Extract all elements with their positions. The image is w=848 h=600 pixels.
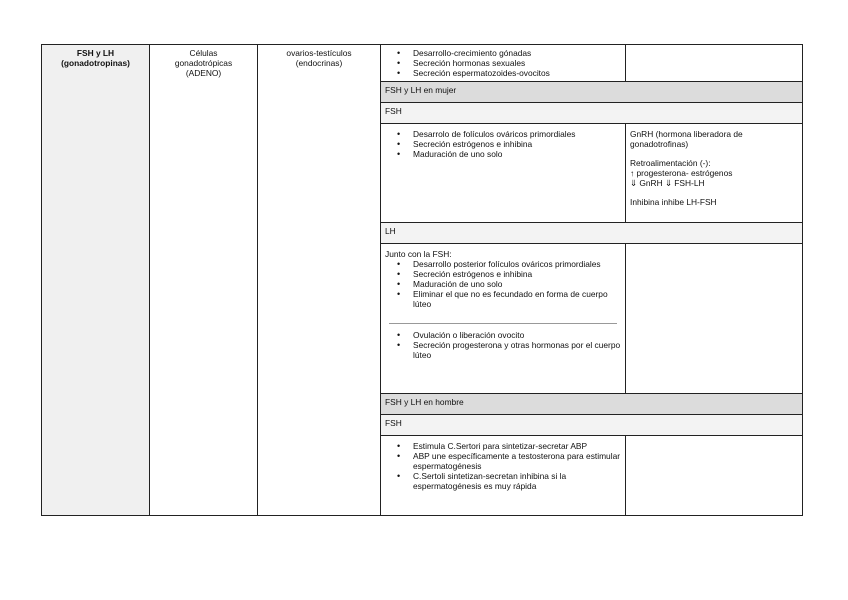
list-item: • Secreción estrógenos e inhibina bbox=[413, 139, 621, 149]
divider bbox=[389, 323, 617, 324]
cell-type-line: gonadotrópicas bbox=[174, 58, 233, 68]
list-item: • C.Sertoli sintetizan-secretan inhibina si la espermatogénesis es muy rápida bbox=[413, 471, 621, 491]
list-item: • Maduración de uno solo bbox=[413, 279, 621, 289]
fsh-hombre-list bbox=[385, 441, 621, 491]
hormone-table bbox=[41, 44, 803, 516]
regulation-notes-cell bbox=[626, 124, 803, 223]
general-functions-list bbox=[385, 48, 621, 78]
list-item: • Maduración de uno solo bbox=[413, 149, 621, 159]
list-item: • Secreción espermatozoides-ovocitos bbox=[413, 68, 621, 78]
list-item: • Desarrollo posterior folículos ováricos primordiales bbox=[413, 259, 621, 269]
lh-functions-cell bbox=[381, 244, 626, 394]
general-functions-cell bbox=[381, 45, 626, 82]
list-item: • ABP une específicamente a testosterona para estimular espermatogénesis bbox=[413, 451, 621, 471]
retro-title: Retroalimentación (-): bbox=[630, 158, 711, 168]
fsh-mujer-functions-cell bbox=[381, 124, 626, 223]
subsection-header-lh: LH bbox=[381, 223, 803, 244]
target-organ-cell bbox=[258, 45, 381, 516]
table-row bbox=[42, 45, 803, 82]
lh-list bbox=[385, 259, 621, 309]
empty-cell bbox=[626, 436, 803, 516]
list-item: • Desarrolo de folículos ováricos primordiales bbox=[413, 129, 621, 139]
retro-line: ↑ progesterona- estrógenos bbox=[630, 168, 733, 178]
list-item: • Ovulación o liberación ovocito bbox=[413, 330, 621, 340]
hormone-name-cell bbox=[42, 45, 150, 516]
list-item: • Desarrollo-crecimiento gónadas bbox=[413, 48, 621, 58]
subsection-header-fsh: FSH bbox=[381, 103, 803, 124]
list-item: • Secreción progesterona y otras hormonas por el cuerpo lúteo bbox=[413, 340, 621, 360]
list-item: • Secreción hormonas sexuales bbox=[413, 58, 621, 68]
empty-cell bbox=[626, 244, 803, 394]
list-item: • Estimula C.Sertori para sintetizar-secretar ABP bbox=[413, 441, 621, 451]
cell-type-line: Células bbox=[189, 48, 218, 58]
gnrh-note: GnRH (hormona liberadora de gonadotrofinas) bbox=[630, 129, 743, 149]
section-header-hombre: FSH y LH en hombre bbox=[381, 394, 803, 415]
fsh-hombre-functions-cell bbox=[381, 436, 626, 516]
hormone-name: FSH y LH bbox=[76, 48, 115, 58]
fsh-mujer-list bbox=[385, 129, 621, 159]
lh-intro: Junto con la FSH: bbox=[385, 249, 452, 259]
list-item: • Secreción estrógenos e inhibina bbox=[413, 269, 621, 279]
hormone-group: (gonadotropinas) bbox=[61, 58, 130, 68]
target-organ: ovarios-testículos bbox=[286, 48, 352, 58]
section-header-mujer: FSH y LH en mujer bbox=[381, 82, 803, 103]
cell-type-line: (ADENO) bbox=[185, 68, 222, 78]
lh-list-2 bbox=[385, 330, 621, 360]
retro-line: ⇓ GnRH ⇓ FSH-LH bbox=[630, 178, 705, 188]
list-item: • Eliminar el que no es fecundado en forma de cuerpo lúteo bbox=[413, 289, 621, 309]
inhibina-note: Inhibina inhibe LH-FSH bbox=[630, 197, 717, 207]
empty-cell bbox=[626, 45, 803, 82]
target-organ-type: (endocrinas) bbox=[295, 58, 343, 68]
subsection-header-fsh-hombre: FSH bbox=[381, 415, 803, 436]
cell-type-cell bbox=[150, 45, 258, 516]
